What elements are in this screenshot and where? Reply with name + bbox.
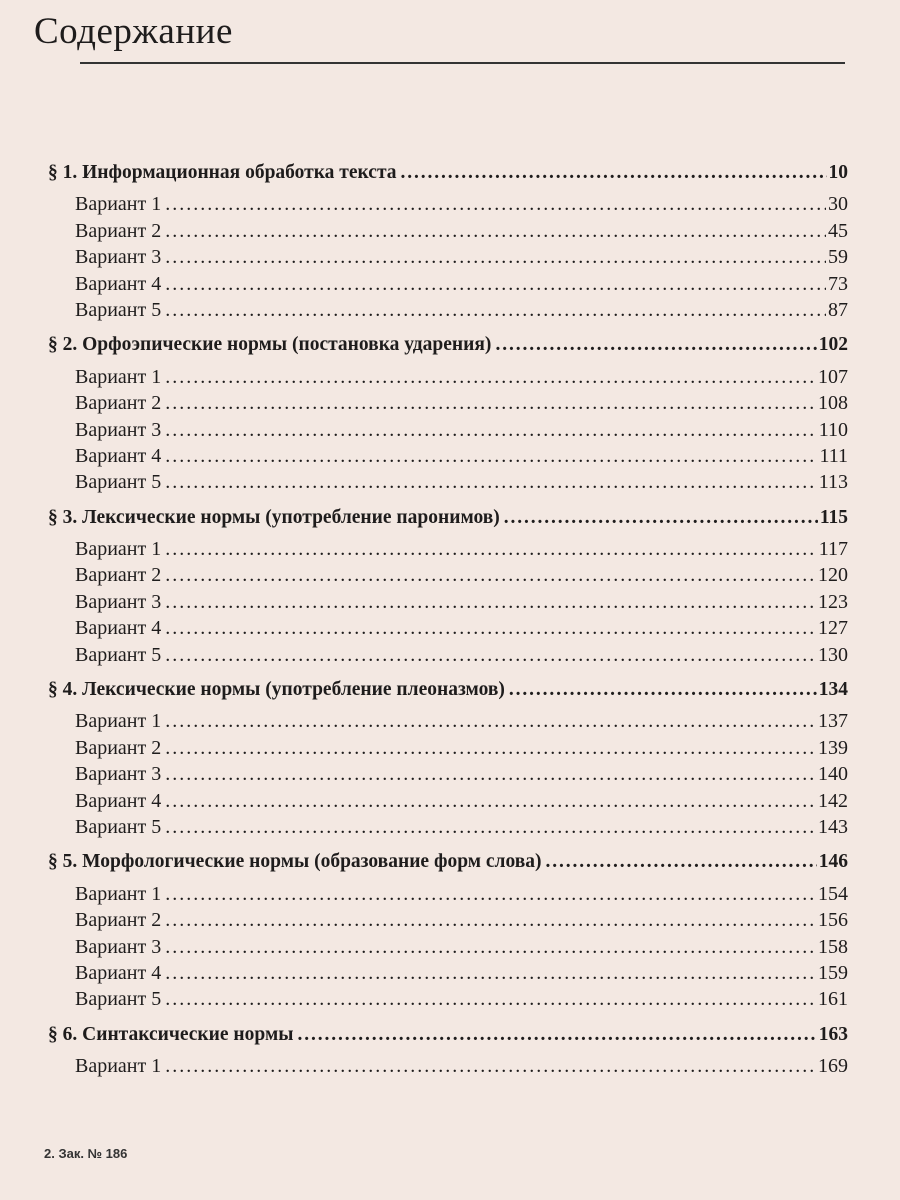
dot-leader (165, 562, 816, 588)
toc-variant-label: Вариант 5 (75, 988, 162, 1011)
toc-section-label: § 2. Орфоэпические нормы (постановка ударения) (48, 334, 492, 356)
dot-leader (165, 1053, 816, 1079)
toc-variant (48, 589, 848, 615)
dot-leader (165, 469, 816, 495)
toc-section-label: § 1. Информационная обработка текста (48, 162, 397, 183)
toc-section-label: § 5. Морфологические нормы (образование форм слова) (48, 851, 542, 873)
toc-variant-page: 107 (818, 365, 848, 388)
toc-variant-page: 154 (818, 882, 848, 905)
toc-section-page: 115 (819, 506, 848, 528)
toc-variant-page: 45 (828, 219, 848, 242)
dot-leader (495, 332, 816, 358)
toc-variant-page: 73 (828, 272, 848, 295)
dot-leader (165, 881, 816, 907)
toc-variant-page: 87 (828, 298, 848, 321)
toc-section-label: § 4. Лексические нормы (употребление плеоназмов) (48, 679, 505, 701)
dot-leader (165, 986, 816, 1012)
toc-variant (48, 788, 848, 814)
toc-variant-label: Вариант 4 (75, 789, 162, 812)
toc-variant-label: Вариант 4 (75, 444, 162, 467)
toc-variant-label: Вариант 3 (75, 935, 162, 958)
dot-leader (165, 443, 817, 469)
toc-variant-label: Вариант 2 (75, 909, 162, 932)
dot-leader (165, 960, 816, 986)
toc-variant (48, 417, 848, 443)
dot-leader (165, 708, 816, 734)
dot-leader (165, 297, 826, 323)
table-of-contents (48, 160, 848, 1080)
dot-leader (504, 505, 818, 531)
toc-variant-label: Вариант 1 (75, 538, 162, 561)
dot-leader (165, 218, 826, 244)
toc-section (48, 1022, 848, 1048)
toc-variant (48, 735, 848, 761)
toc-variant (48, 881, 848, 907)
toc-variant (48, 708, 848, 734)
toc-variant-page: 117 (818, 538, 848, 561)
toc-variant-label: Вариант 2 (75, 564, 162, 587)
dot-leader (546, 849, 817, 875)
toc-section-page: 163 (818, 1023, 848, 1045)
toc-variant (48, 814, 848, 840)
toc-variant (48, 986, 848, 1012)
toc-variant-label: Вариант 3 (75, 418, 162, 441)
toc-variant-page: 130 (818, 643, 848, 666)
toc-variant-label: Вариант 5 (75, 815, 162, 838)
toc-variant-page: 156 (818, 909, 848, 932)
dot-leader (165, 788, 816, 814)
toc-variant-label: Вариант 5 (75, 643, 162, 666)
toc-variant-page: 59 (828, 246, 848, 269)
toc-variant-label: Вариант 1 (75, 1055, 162, 1078)
toc-section (48, 160, 848, 186)
toc-variant (48, 934, 848, 960)
page-title: Содержание (34, 11, 233, 52)
toc-variant-label: Вариант 4 (75, 961, 162, 984)
toc-variant-label: Вариант 3 (75, 246, 162, 269)
toc-variant-label: Вариант 1 (75, 365, 162, 388)
toc-variant-page: 111 (819, 444, 848, 467)
toc-section-page: 146 (818, 851, 848, 873)
toc-variant-page: 127 (818, 617, 848, 640)
toc-variant (48, 615, 848, 641)
toc-variant-page: 143 (818, 815, 848, 838)
dot-leader (165, 390, 816, 416)
toc-variant (48, 761, 848, 787)
dot-leader (165, 934, 816, 960)
toc-variant-page: 123 (818, 590, 848, 613)
toc-section (48, 332, 848, 358)
toc-variant-page: 30 (828, 193, 848, 216)
toc-variant (48, 907, 848, 933)
print-order-number: 2. Зак. № 186 (44, 1146, 128, 1161)
toc-variant (48, 642, 848, 668)
toc-variant-label: Вариант 4 (75, 617, 162, 640)
toc-section-page: 10 (828, 162, 848, 183)
toc-variant-page: 113 (818, 471, 848, 494)
toc-variant (48, 469, 848, 495)
dot-leader (165, 907, 816, 933)
toc-variant (48, 191, 848, 217)
dot-leader (165, 761, 816, 787)
toc-variant-label: Вариант 3 (75, 763, 162, 786)
toc-section-page: 134 (818, 679, 848, 701)
toc-variant-label: Вариант 1 (75, 882, 162, 905)
toc-variant (48, 244, 848, 270)
toc-variant (48, 536, 848, 562)
toc-section-label: § 6. Синтаксические нормы (48, 1023, 294, 1045)
dot-leader (165, 735, 816, 761)
title-underline (80, 62, 845, 64)
dot-leader (165, 589, 816, 615)
dot-leader (297, 1022, 816, 1048)
dot-leader (401, 160, 827, 186)
dot-leader (165, 271, 826, 297)
toc-variant-page: 169 (818, 1055, 848, 1078)
toc-variant-label: Вариант 4 (75, 272, 162, 295)
dot-leader (165, 364, 816, 390)
toc-variant-page: 159 (818, 961, 848, 984)
toc-variant-page: 120 (818, 564, 848, 587)
dot-leader (165, 814, 816, 840)
dot-leader (165, 191, 826, 217)
dot-leader (165, 536, 816, 562)
toc-variant-label: Вариант 1 (75, 710, 162, 733)
dot-leader (165, 244, 826, 270)
toc-variant-page: 139 (818, 736, 848, 759)
toc-variant-page: 110 (818, 418, 848, 441)
toc-variant-label: Вариант 2 (75, 219, 162, 242)
toc-variant (48, 271, 848, 297)
toc-variant (48, 562, 848, 588)
toc-variant-page: 137 (818, 710, 848, 733)
toc-variant (48, 297, 848, 323)
toc-variant-label: Вариант 2 (75, 392, 162, 415)
toc-variant (48, 364, 848, 390)
toc-variant (48, 1053, 848, 1079)
toc-section (48, 677, 848, 703)
toc-variant-page: 108 (818, 392, 848, 415)
toc-variant (48, 443, 848, 469)
toc-variant-page: 158 (818, 935, 848, 958)
toc-variant-label: Вариант 5 (75, 298, 162, 321)
toc-variant (48, 390, 848, 416)
dot-leader (165, 615, 816, 641)
toc-section-page: 102 (818, 334, 848, 356)
toc-variant-label: Вариант 2 (75, 736, 162, 759)
dot-leader (509, 677, 817, 703)
toc-variant-label: Вариант 1 (75, 193, 162, 216)
toc-variant-page: 161 (818, 988, 848, 1011)
toc-variant (48, 218, 848, 244)
dot-leader (165, 417, 816, 443)
toc-section-label: § 3. Лексические нормы (употребление паронимов) (48, 506, 500, 528)
toc-variant-label: Вариант 5 (75, 471, 162, 494)
toc-variant-page: 140 (818, 763, 848, 786)
toc-variant-page: 142 (818, 789, 848, 812)
toc-variant (48, 960, 848, 986)
toc-section (48, 505, 848, 531)
dot-leader (165, 642, 816, 668)
toc-section (48, 849, 848, 875)
toc-variant-label: Вариант 3 (75, 590, 162, 613)
